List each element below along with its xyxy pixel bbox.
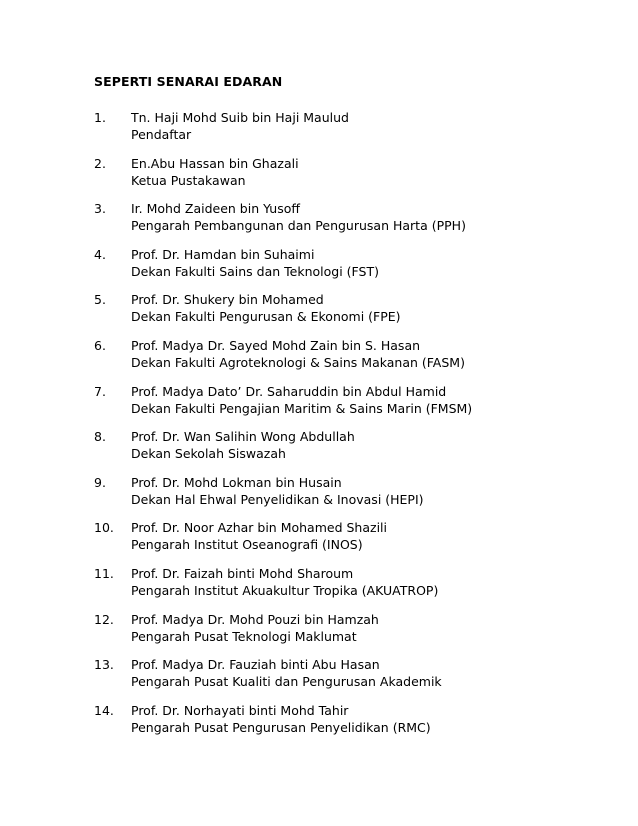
recipient-position: Dekan Fakulti Agroteknologi & Sains Makanan (FASM) [131,354,465,370]
recipient-name: Prof. Dr. Noor Azhar bin Mohamed Shazili [131,520,387,536]
recipient-position: Dekan Hal Ehwal Penyelidikan & Inovasi (HEPI) [131,491,424,507]
recipient-position: Pengarah Institut Akuakultur Tropika (AKUATROP) [131,582,439,598]
recipient-position: Ketua Pustakawan [131,172,246,188]
list-item-number: 14. [94,702,114,718]
recipient-name: Prof. Dr. Mohd Lokman bin Husain [131,474,342,490]
list-item-number: 8. [94,429,106,445]
recipient-name: Prof. Madya Dr. Fauziah binti Abu Hasan [131,657,380,673]
list-item-number: 12. [94,611,114,627]
list-item-number: 11. [94,565,114,581]
list-item [94,474,614,520]
recipient-name: Prof. Madya Dr. Mohd Pouzi bin Hamzah [131,611,379,627]
list-item-number: 4. [94,246,106,262]
list-item [94,200,614,246]
recipient-position: Pendaftar [131,127,192,142]
recipient-name: Prof. Dr. Wan Salihin Wong Abdullah [131,429,355,445]
list-item-number: 3. [94,201,106,217]
recipient-position: Dekan Sekolah Siswazah [131,446,286,462]
recipient-position: Dekan Fakulti Sains dan Teknologi (FST) [131,263,379,279]
list-item [94,337,614,383]
distribution-list [94,109,614,747]
recipient-name: En.Abu Hassan bin Ghazali [131,155,299,171]
list-item [94,611,614,657]
list-item [94,702,614,748]
recipient-name: Tn. Haji Mohd Suib bin Haji Maulud [131,110,349,125]
list-item-number: 10. [94,520,114,536]
list-item-number: 7. [94,383,106,399]
distribution-list-heading: SEPERTI SENARAI EDARAN [94,74,283,89]
recipient-name: Prof. Dr. Faizah binti Mohd Sharoum [131,565,354,581]
recipient-name: Prof. Madya Dato’ Dr. Saharuddin bin Abdul Hamid [131,383,447,399]
recipient-position: Dekan Fakulti Pengurusan & Ekonomi (FPE) [131,309,401,325]
list-item [94,109,614,155]
list-item [94,155,614,201]
recipient-name: Prof. Dr. Norhayati binti Mohd Tahir [131,702,349,718]
list-item-number: 9. [94,474,106,490]
recipient-name: Ir. Mohd Zaideen bin Yusoff [131,201,300,217]
recipient-position: Pengarah Pusat Kualiti dan Pengurusan Akademik [131,674,442,690]
list-item [94,428,614,474]
list-item-number: 1. [94,110,106,125]
list-item [94,656,614,702]
list-item [94,291,614,337]
list-item-number: 2. [94,155,106,171]
recipient-position: Pengarah Pembangunan dan Pengurusan Harta (PPH) [131,218,466,234]
list-item [94,519,614,565]
recipient-position: Pengarah Pusat Teknologi Maklumat [131,628,357,644]
recipient-position: Dekan Fakulti Pengajian Maritim & Sains Marin (FMSM) [131,400,473,416]
list-item-number: 5. [94,292,106,308]
recipient-name: Prof. Dr. Hamdan bin Suhaimi [131,246,315,262]
list-item [94,246,614,292]
recipient-position: Pengarah Pusat Pengurusan Penyelidikan (RMC) [131,719,431,735]
recipient-name: Prof. Dr. Shukery bin Mohamed [131,292,324,308]
recipient-name: Prof. Madya Dr. Sayed Mohd Zain bin S. Hasan [131,337,421,353]
list-item [94,565,614,611]
recipient-position: Pengarah Institut Oseanografi (INOS) [131,537,363,553]
list-item-number: 6. [94,337,106,353]
list-item-number: 13. [94,657,114,673]
list-item [94,383,614,429]
